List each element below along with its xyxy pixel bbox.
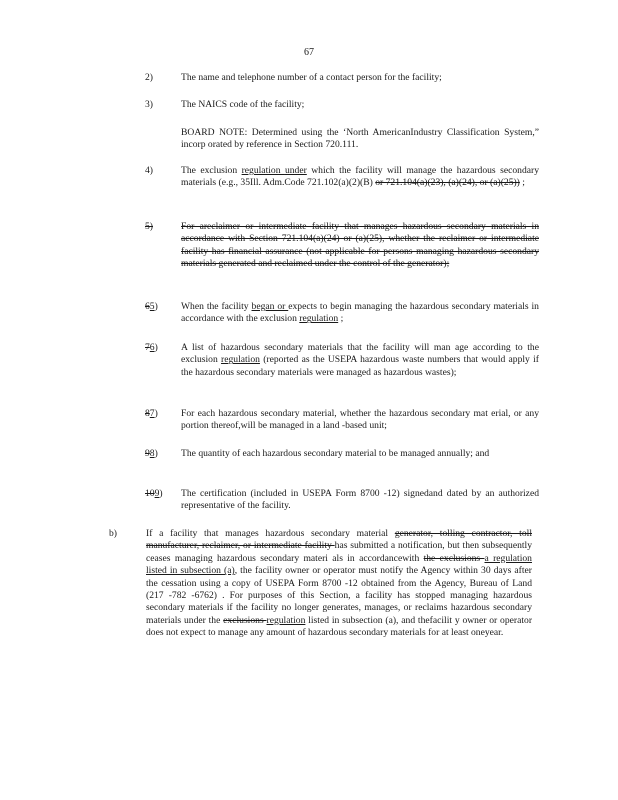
- item-number: 65): [145, 301, 158, 312]
- deleted-text: exclusions: [223, 614, 267, 626]
- item-text: The NAICS code of the facility;: [181, 99, 305, 110]
- item-text: For each hazardous secondary material, whether the hazardous secondary mat erial, or any portion thereof,will be managed in a land -based unit;: [181, 408, 539, 432]
- item-number: 2): [145, 72, 153, 83]
- inserted-text: began or: [251, 301, 289, 312]
- inserted-text: regulation: [266, 614, 306, 626]
- inserted-text: a regulation listed in subsection (a): [146, 552, 532, 577]
- deleted-text: For areclaimer or intermediate facility that manages hazardous secondary materials in accordance with Section 721.104(a)(24) or (a)(25), whether the reclaimer or intermediate facility has financial assurance (not applicable for persons managing hazardous secondary materials generated and reclaimed under the control of the generator);: [181, 221, 539, 270]
- board-note-text: BOARD NOTE: Determined using the ‘North AmericanIndustry Classification System,” incorp orated by reference in Section 720.111.: [181, 127, 539, 151]
- item-number: 109): [145, 488, 163, 499]
- item-number: 87): [145, 408, 158, 419]
- deleted-text: generator, tolling contractor, toll manufacturer, reclaimer, or intermediate facility: [146, 528, 532, 552]
- page-number: 67: [304, 47, 314, 58]
- item-text: The quantity of each hazardous secondary material to be managed annually; and: [181, 448, 490, 459]
- inserted-text: regulation: [221, 354, 260, 366]
- inserted-text: under: [284, 165, 307, 176]
- deleted-text: the exclusions: [423, 552, 485, 564]
- inserted-text: regulation: [299, 313, 339, 325]
- subsection-text: If a facility that manages hazardous secondary material generator, tolling contractor, toll manufacturer, reclaimer, or intermediate facility has submitted a notification, but then subsequently ceases managing hazardous secondary materi als in accordancewith the exclusions a regulation listed in subsection (a), the facility owner or operator must notify the Agency within 30 days after the cessation using a copy of USEPA Form 8700 -12 obtained from the Agency, Bureau of Land (217 -782 -6762) . For purposes of this Section, a facility has stopped managing hazardous secondary materials if the facility no longer generates, manages, or reclaims hazardous secondary materials under the exclusions regulation listed in subsection (a), and thefacilit y owner or operator does not expect to manage any amount of hazardous secondary materials for at least oneyear.: [146, 528, 533, 639]
- item-number: 76): [145, 342, 158, 353]
- subsection-label: b): [109, 528, 117, 539]
- item-number: 4): [145, 165, 153, 176]
- item-text: When the facility began or expects to begin managing the hazardous secondary materials in accordance with the exclusion regulation ;: [181, 301, 539, 325]
- item-text: The name and telephone number of a contact person for the facility;: [181, 72, 442, 83]
- item-text: The exclusion regulation under which the facility will manage the hazardous secondary materials (e.g., 35Ill. Adm.Code 721.102(a)(2)(B) or 721.104(a)(23), (a)(24), or (a)(25)) ;: [181, 165, 540, 189]
- item-number: 3): [145, 99, 153, 110]
- item-text: The certification (included in USEPA Form 8700 -12) signedand dated by an authorized representative of the facility.: [181, 488, 539, 512]
- deleted-text: or 721.104(a)(23), (a)(24), or (a)(25)): [375, 177, 520, 189]
- item-number: 98): [145, 448, 158, 459]
- item-number: 5): [145, 221, 153, 232]
- item-text: A list of hazardous secondary materials that the facility will man age according to the exclusion regulation (reported as the USEPA hazardous waste numbers that would apply if the hazardous secondary materials were managed as hazardous wastes);: [181, 342, 539, 378]
- inserted-text: regulation: [241, 165, 285, 176]
